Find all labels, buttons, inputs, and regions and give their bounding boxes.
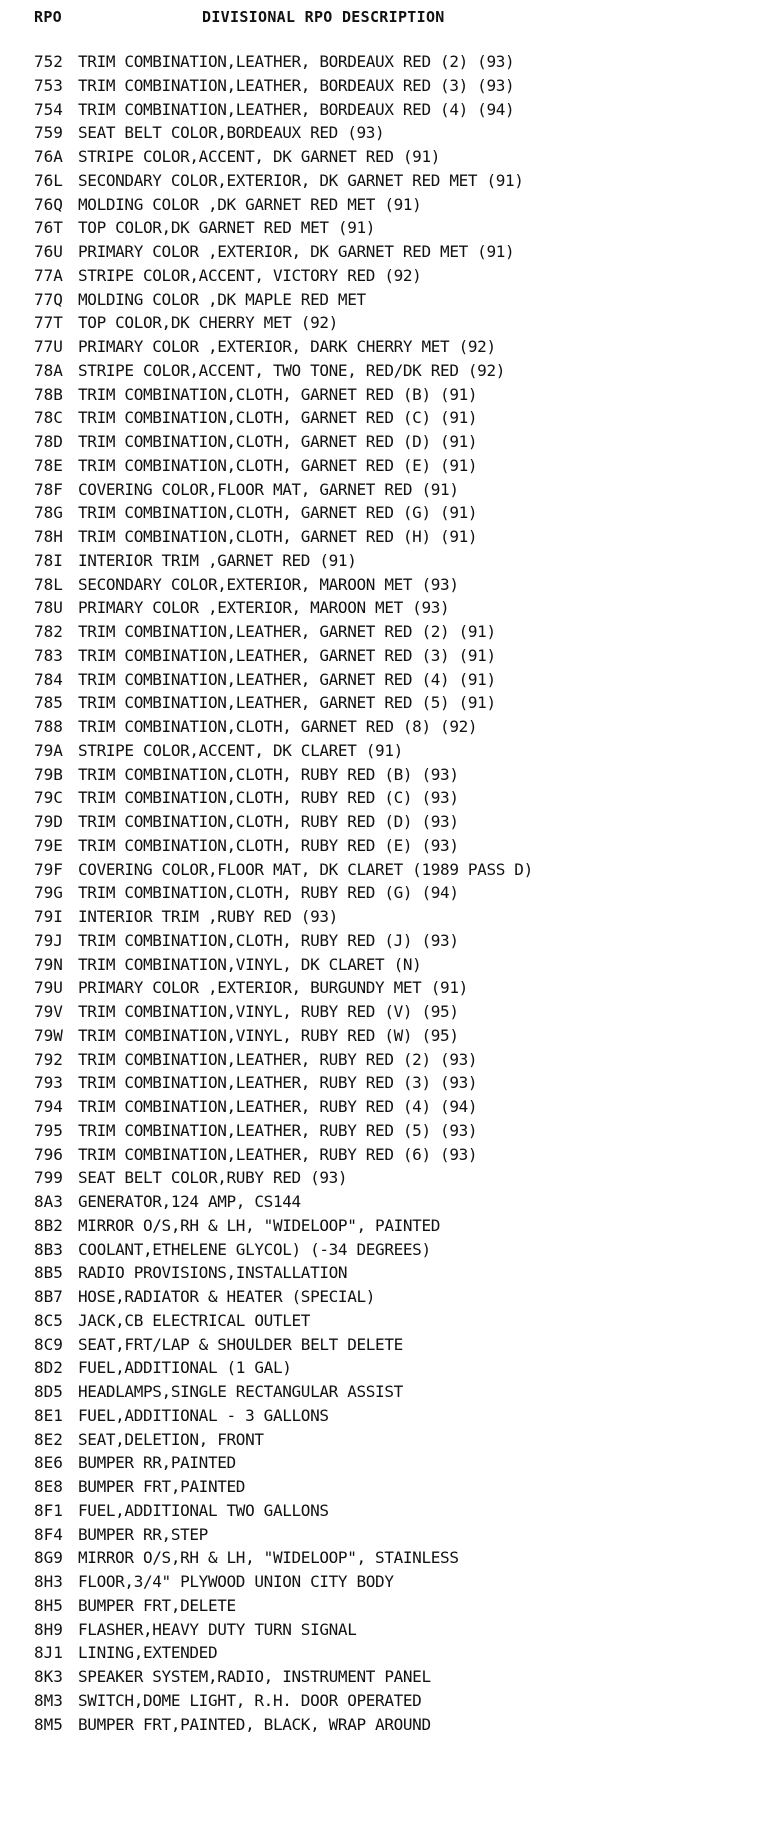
rpo-description: JACK,CB ELECTRICAL OUTLET — [78, 1310, 311, 1330]
table-row — [34, 1428, 754, 1452]
rpo-code: 784 — [34, 669, 63, 689]
table-row — [34, 501, 754, 525]
rpo-description: SPEAKER SYSTEM,RADIO, INSTRUMENT PANEL — [78, 1667, 431, 1686]
rpo-code: 794 — [34, 1097, 63, 1116]
rpo-description: LINING,EXTENDED — [78, 1643, 218, 1663]
rpo-code: 8C9 — [34, 1334, 63, 1354]
rpo-description: BUMPER FRT,PAINTED, BLACK, WRAP AROUND — [78, 1714, 431, 1734]
rpo-code: 78L — [34, 574, 63, 594]
table-row — [34, 478, 754, 502]
table-row — [34, 1618, 754, 1642]
rpo-code: 78E — [34, 455, 63, 475]
table-row — [34, 1309, 754, 1333]
table-row — [34, 596, 754, 620]
table-row — [34, 1713, 754, 1737]
rpo-code: 8H9 — [34, 1619, 63, 1639]
rpo-description: BUMPER FRT,DELETE — [78, 1595, 236, 1615]
rpo-code: 785 — [34, 693, 63, 713]
rpo-description: RADIO PROVISIONS,INSTALLATION — [78, 1263, 348, 1283]
rpo-description: TRIM COMBINATION,CLOTH, RUBY RED (G) (94) — [78, 883, 459, 903]
rpo-code: 78I — [34, 550, 63, 570]
table-row — [34, 193, 754, 217]
table-row — [34, 121, 754, 145]
rpo-code: 8M5 — [34, 1714, 63, 1734]
rpo-code: 788 — [34, 717, 63, 736]
rpo-code: 79A — [34, 740, 63, 760]
rpo-code: 783 — [34, 645, 63, 665]
table-row — [34, 1238, 754, 1262]
rpo-description: TRIM COMBINATION,LEATHER, GARNET RED (3) (91) — [78, 645, 496, 665]
rpo-code: 79G — [34, 883, 63, 903]
table-row — [34, 1546, 754, 1570]
rpo-description: SEAT BELT COLOR,RUBY RED (93) — [78, 1168, 348, 1188]
rpo-code: 79D — [34, 812, 63, 831]
rpo-description: TRIM COMBINATION,CLOTH, RUBY RED (C) (93) — [78, 788, 459, 808]
rpo-code: 8E1 — [34, 1405, 63, 1425]
rpo-code: 78F — [34, 479, 63, 499]
table-row — [34, 691, 754, 715]
rpo-code: 8J1 — [34, 1643, 63, 1663]
table-row — [34, 1048, 754, 1072]
table-row — [34, 786, 754, 810]
rpo-code: 78U — [34, 598, 63, 618]
table-row — [34, 573, 754, 597]
rpo-description: MOLDING COLOR ,DK MAPLE RED MET — [78, 289, 366, 309]
rpo-code: 78B — [34, 384, 63, 404]
table-row — [34, 1523, 754, 1547]
rpo-code: 8H5 — [34, 1595, 63, 1615]
rpo-description: STRIPE COLOR,ACCENT, DK CLARET (91) — [78, 740, 403, 760]
rpo-description: TRIM COMBINATION,CLOTH, RUBY RED (B) (93) — [78, 764, 459, 784]
rpo-description: TRIM COMBINATION,CLOTH, GARNET RED (H) (91) — [78, 527, 478, 546]
rpo-code: 8E6 — [34, 1453, 63, 1473]
rpo-code: 8D2 — [34, 1358, 63, 1378]
table-row — [34, 929, 754, 953]
table-row — [34, 1665, 754, 1689]
rpo-description: TRIM COMBINATION,CLOTH, GARNET RED (8) (92) — [78, 717, 478, 736]
rpo-code: 78C — [34, 408, 63, 428]
table-row — [34, 668, 754, 692]
rpo-description: TRIM COMBINATION,VINYL, RUBY RED (W) (95) — [78, 1025, 459, 1045]
rpo-description: TRIM COMBINATION,LEATHER, RUBY RED (2) (93) — [78, 1049, 478, 1069]
rpo-code: 793 — [34, 1073, 63, 1093]
table-header — [34, 8, 734, 32]
rpo-description: SWITCH,DOME LIGHT, R.H. DOOR OPERATED — [78, 1690, 422, 1710]
rpo-code: 79E — [34, 835, 63, 855]
rpo-description: PRIMARY COLOR ,EXTERIOR, DK GARNET RED MET (91) — [78, 242, 515, 261]
rpo-description: TRIM COMBINATION,CLOTH, GARNET RED (C) (91) — [78, 408, 478, 428]
rpo-code: 79C — [34, 788, 63, 808]
rpo-code: 8M3 — [34, 1690, 63, 1710]
rpo-code: 79U — [34, 978, 63, 998]
rpo-code: 76U — [34, 242, 63, 261]
table-row — [34, 1143, 754, 1167]
rpo-code: 79B — [34, 764, 63, 784]
table-row — [34, 1499, 754, 1523]
table-row — [34, 620, 754, 644]
table-row — [34, 525, 754, 549]
table-row — [34, 834, 754, 858]
rpo-code: 782 — [34, 622, 63, 641]
rpo-description: PRIMARY COLOR ,EXTERIOR, MAROON MET (93) — [78, 598, 450, 618]
table-row — [34, 383, 754, 407]
rpo-description: HEADLAMPS,SINGLE RECTANGULAR ASSIST — [78, 1382, 403, 1401]
rpo-code: 8F4 — [34, 1524, 63, 1544]
rpo-code: 796 — [34, 1144, 63, 1164]
table-row — [34, 881, 754, 905]
table-row — [34, 1119, 754, 1143]
rpo-description: TOP COLOR,DK GARNET RED MET (91) — [78, 218, 376, 238]
rpo-description: INTERIOR TRIM ,RUBY RED (93) — [78, 907, 338, 926]
rpo-description: TOP COLOR,DK CHERRY MET (92) — [78, 313, 338, 333]
rpo-code: 79J — [34, 930, 63, 950]
table-row — [34, 1333, 754, 1357]
rpo-code: 8F1 — [34, 1500, 63, 1520]
rpo-description: TRIM COMBINATION,LEATHER, GARNET RED (4) (91) — [78, 669, 496, 689]
table-row — [34, 1689, 754, 1713]
rpo-code: 8E8 — [34, 1477, 63, 1496]
rpo-description: GENERATOR,124 AMP, CS144 — [78, 1192, 301, 1211]
table-row — [34, 976, 754, 1000]
rpo-code: 76L — [34, 170, 63, 190]
rpo-description: TRIM COMBINATION,LEATHER, BORDEAUX RED (4) (94) — [78, 99, 515, 119]
rpo-code: 795 — [34, 1120, 63, 1140]
rpo-code: 79N — [34, 954, 63, 974]
rpo-code: 8G9 — [34, 1548, 63, 1568]
rpo-description: COVERING COLOR,FLOOR MAT, GARNET RED (91) — [78, 479, 459, 499]
rpo-description: TRIM COMBINATION,LEATHER, BORDEAUX RED (3) (93) — [78, 75, 515, 95]
rpo-description: SEAT BELT COLOR,BORDEAUX RED (93) — [78, 123, 385, 143]
table-row — [34, 1261, 754, 1285]
rpo-code: 79I — [34, 907, 63, 926]
rpo-code: 8A3 — [34, 1192, 63, 1211]
table-row — [34, 430, 754, 454]
rpo-description: STRIPE COLOR,ACCENT, VICTORY RED (92) — [78, 265, 422, 285]
rpo-code: 77T — [34, 313, 63, 333]
table-row — [34, 169, 754, 193]
rpo-code: 76A — [34, 147, 63, 166]
table-row — [34, 264, 754, 288]
table-row — [34, 1166, 754, 1190]
table-row — [34, 953, 754, 977]
rpo-description: TRIM COMBINATION,LEATHER, RUBY RED (5) (93) — [78, 1120, 478, 1140]
column-header-rpo: RPO — [34, 8, 62, 26]
table-row — [34, 1071, 754, 1095]
rpo-description: TRIM COMBINATION,CLOTH, RUBY RED (E) (93) — [78, 835, 459, 855]
rpo-code: 78D — [34, 432, 63, 451]
rpo-description: COVERING COLOR,FLOOR MAT, DK CLARET (1989 PASS D) — [78, 859, 533, 879]
rpo-description: TRIM COMBINATION,VINYL, RUBY RED (V) (95) — [78, 1002, 459, 1021]
table-row — [34, 739, 754, 763]
rpo-description: TRIM COMBINATION,LEATHER, BORDEAUX RED (2) (93) — [78, 52, 515, 71]
rpo-code: 799 — [34, 1168, 63, 1188]
table-row — [34, 406, 754, 430]
table-row — [34, 216, 754, 240]
rpo-description: INTERIOR TRIM ,GARNET RED (91) — [78, 550, 357, 570]
rpo-code: 78A — [34, 360, 63, 380]
rpo-description: FUEL,ADDITIONAL (1 GAL) — [78, 1358, 292, 1378]
table-row — [34, 1190, 754, 1214]
rpo-code: 76T — [34, 218, 63, 238]
rpo-code: 754 — [34, 99, 63, 119]
rpo-code: 8K3 — [34, 1667, 63, 1686]
table-row — [34, 549, 754, 573]
rpo-description: MOLDING COLOR ,DK GARNET RED MET (91) — [78, 194, 422, 214]
rpo-description: SECONDARY COLOR,EXTERIOR, DK GARNET RED MET (91) — [78, 170, 524, 190]
table-row — [34, 288, 754, 312]
rpo-description: FLASHER,HEAVY DUTY TURN SIGNAL — [78, 1619, 357, 1639]
table-row — [34, 1641, 754, 1665]
rpo-description: BUMPER RR,STEP — [78, 1524, 208, 1544]
table-row — [34, 810, 754, 834]
table-row — [34, 715, 754, 739]
rpo-code: 79F — [34, 859, 63, 879]
rpo-code: 752 — [34, 52, 63, 71]
rpo-description: STRIPE COLOR,ACCENT, TWO TONE, RED/DK RED (92) — [78, 360, 506, 380]
rpo-code: 8B3 — [34, 1239, 63, 1259]
rpo-code: 8H3 — [34, 1572, 63, 1591]
rpo-description: PRIMARY COLOR ,EXTERIOR, DARK CHERRY MET (92) — [78, 337, 496, 356]
rpo-description: PRIMARY COLOR ,EXTERIOR, BURGUNDY MET (91) — [78, 978, 468, 998]
rpo-code: 79W — [34, 1025, 63, 1045]
rpo-description: COOLANT,ETHELENE GLYCOL) (-34 DEGREES) — [78, 1239, 431, 1259]
table-row — [34, 1404, 754, 1428]
rpo-description: MIRROR O/S,RH & LH, "WIDELOOP", STAINLESS — [78, 1548, 459, 1568]
table-row — [34, 1570, 754, 1594]
rpo-description: FUEL,ADDITIONAL TWO GALLONS — [78, 1500, 329, 1520]
rpo-code: 78G — [34, 503, 63, 523]
table-row — [34, 359, 754, 383]
rpo-description: TRIM COMBINATION,LEATHER, GARNET RED (5) (91) — [78, 693, 496, 713]
table-row — [34, 1356, 754, 1380]
rpo-description: TRIM COMBINATION,LEATHER, RUBY RED (3) (93) — [78, 1073, 478, 1093]
table-row — [34, 74, 754, 98]
table-row — [34, 1451, 754, 1475]
table-row — [34, 98, 754, 122]
rpo-description: STRIPE COLOR,ACCENT, DK GARNET RED (91) — [78, 147, 441, 166]
rpo-code: 8E2 — [34, 1429, 63, 1449]
table-row — [34, 145, 754, 169]
rpo-description: TRIM COMBINATION,CLOTH, GARNET RED (B) (91) — [78, 384, 478, 404]
column-header-description: DIVISIONAL RPO DESCRIPTION — [202, 8, 445, 26]
rpo-description: FUEL,ADDITIONAL - 3 GALLONS — [78, 1405, 329, 1425]
rpo-description: TRIM COMBINATION,CLOTH, GARNET RED (D) (91) — [78, 432, 478, 451]
table-row — [34, 1095, 754, 1119]
rpo-description: SECONDARY COLOR,EXTERIOR, MAROON MET (93) — [78, 574, 459, 594]
rpo-description: BUMPER FRT,PAINTED — [78, 1477, 246, 1496]
rpo-code: 8C5 — [34, 1310, 63, 1330]
table-row — [34, 311, 754, 335]
rpo-code: 8D5 — [34, 1382, 63, 1401]
rpo-description: FLOOR,3/4" PLYWOOD UNION CITY BODY — [78, 1572, 394, 1591]
table-row — [34, 454, 754, 478]
rpo-code: 792 — [34, 1049, 63, 1069]
rpo-description: HOSE,RADIATOR & HEATER (SPECIAL) — [78, 1287, 376, 1306]
rpo-code: 79V — [34, 1002, 63, 1021]
table-row — [34, 1594, 754, 1618]
rpo-code: 759 — [34, 123, 63, 143]
rpo-description: TRIM COMBINATION,CLOTH, GARNET RED (G) (91) — [78, 503, 478, 523]
rpo-code: 78H — [34, 527, 63, 546]
rpo-description: TRIM COMBINATION,LEATHER, RUBY RED (4) (94) — [78, 1097, 478, 1116]
rpo-description: BUMPER RR,PAINTED — [78, 1453, 236, 1473]
table-row — [34, 1000, 754, 1024]
table-row — [34, 1214, 754, 1238]
table-row — [34, 240, 754, 264]
table-row — [34, 1475, 754, 1499]
rpo-description: SEAT,FRT/LAP & SHOULDER BELT DELETE — [78, 1334, 403, 1354]
rpo-code: 8B2 — [34, 1215, 63, 1235]
rpo-description: TRIM COMBINATION,CLOTH, GARNET RED (E) (91) — [78, 455, 478, 475]
table-row — [34, 1024, 754, 1048]
rpo-code: 76Q — [34, 194, 63, 214]
table-row — [34, 1285, 754, 1309]
rpo-code: 77Q — [34, 289, 63, 309]
table-row — [34, 858, 754, 882]
rpo-code: 77U — [34, 337, 63, 356]
rpo-code: 8B7 — [34, 1287, 63, 1306]
rpo-description: SEAT,DELETION, FRONT — [78, 1429, 264, 1449]
rpo-description: TRIM COMBINATION,CLOTH, RUBY RED (D) (93) — [78, 812, 459, 831]
rpo-code: 753 — [34, 75, 63, 95]
rpo-description: TRIM COMBINATION,LEATHER, GARNET RED (2) (91) — [78, 622, 496, 641]
table-row — [34, 905, 754, 929]
rpo-description: TRIM COMBINATION,CLOTH, RUBY RED (J) (93) — [78, 930, 459, 950]
rpo-description: MIRROR O/S,RH & LH, "WIDELOOP", PAINTED — [78, 1215, 441, 1235]
table-row — [34, 50, 754, 74]
rpo-description: TRIM COMBINATION,VINYL, DK CLARET (N) — [78, 954, 422, 974]
rpo-code: 8B5 — [34, 1263, 63, 1283]
table-row — [34, 644, 754, 668]
rpo-description: TRIM COMBINATION,LEATHER, RUBY RED (6) (93) — [78, 1144, 478, 1164]
table-row — [34, 763, 754, 787]
rpo-table — [34, 50, 754, 1736]
table-row — [34, 1380, 754, 1404]
rpo-code: 77A — [34, 265, 63, 285]
table-row — [34, 335, 754, 359]
